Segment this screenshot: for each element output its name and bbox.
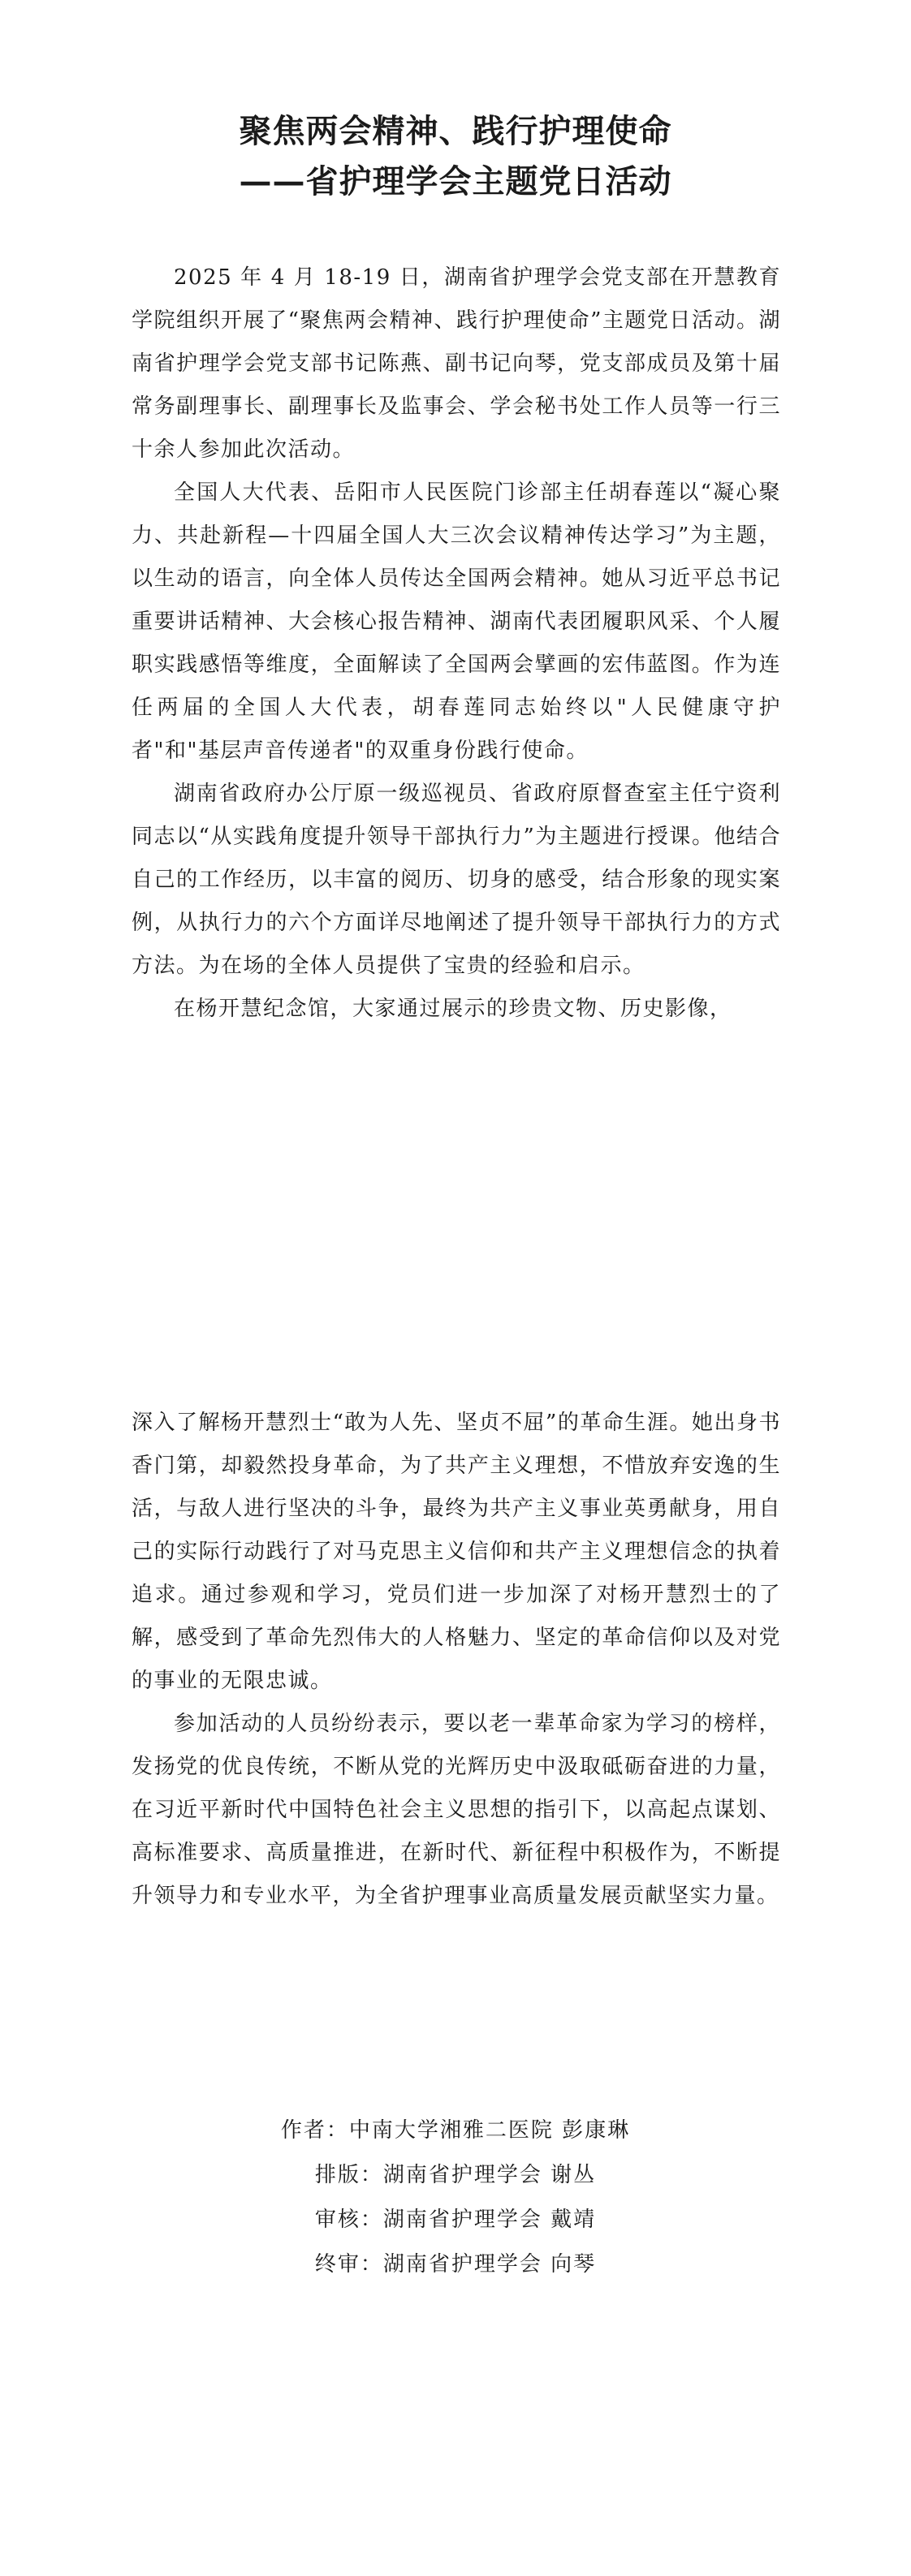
paragraph-event-intro: 2025 年 4 月 18-19 日，湖南省护理学会党支部在开慧教育学院组织开展了“聚焦两会精神、践行护理使命”主题党日活动。湖南省护理学会党支部书记陈燕、副书记向琴，党支部成员及第十届常务副理事长、副理事长及监事会、学会秘书处工作人员等一行三十余人参加此次活动。 [132,265,781,462]
credit-author: 作者：中南大学湘雅二医院 彭康琳 [280,2118,631,2143]
paragraph-conclusion: 参加活动的人员纷纷表示，要以老一辈革命家为学习的榜样，发扬党的优良传统，不断从党的光辉历史中汲取砥砺奋进的力量，在习近平新时代中国特色社会主义思想的指引下，以高起点谋划、高标准要求、高质量推进，在新时代、新征程中积极作为，不断提升领导力和专业水平，为全省护理事业高质量发展贡献坚实力量。 [132,1712,781,1908]
article-body-top [132,256,781,1031]
article-body-bottom [132,1402,781,1918]
paragraph-memorial-continued: 深入了解杨开慧烈士“敢为人先、坚贞不屈”的革命生涯。她出身书香门第，却毅然投身革命，为了共产主义理想，不惜放弃安逸的生活，与敌人进行坚决的斗争，最终为共产主义事业英勇献身，用自己的实际行动践行了对马克思主义信仰和共产主义理想信念的执着追求。通过参观和学习，党员们进一步加深了对杨开慧烈士的了解，感受到了革命先烈伟大的人格魅力、坚定的革命信仰以及对党的事业的无限忠诚。 [132,1411,781,1693]
credit-layout: 排版：湖南省护理学会 谢丛 [314,2163,597,2187]
paragraph-lecture: 湖南省政府办公厅原一级巡视员、省政府原督查室主任宁资利同志以“从实践角度提升领导干部执行力”为主题进行授课。他结合自己的工作经历，以丰富的阅历、切身的感受，结合形象的现实案例，从执行力的六个方面详尽地阐述了提升领导干部执行力的方式方法。为在场的全体人员提供了宝贵的经验和启示。 [132,782,781,978]
article-title-line2: ——省护理学会主题党日活动 [239,162,672,200]
paragraph-memorial-start: 在杨开慧纪念馆，大家通过展示的珍贵文物、历史影像， [174,997,732,1021]
article-title-line1: 聚焦两会精神、践行护理使命 [239,112,672,150]
article-credits [0,2109,911,2287]
paragraph-two-sessions: 全国人大代表、岳阳市人民医院门诊部主任胡春莲以“凝心聚力、共赴新程—十四届全国人大三次会议精神传达学习”为主题，以生动的语言，向全体人员传达全国两会精神。她从习近平总书记重要讲话精神、大会核心报告精神、湖南代表团履职风采、个人履职实践感悟等维度，全面解读了全国两会擘画的宏伟蓝图。作为连任两届的全国人大代表，胡春莲同志始终以"人民健康守护者"和"基层声音传递者"的双重身份践行使命。 [132,480,781,763]
credit-review: 审核：湖南省护理学会 戴靖 [314,2208,597,2232]
credit-final-review: 终审：湖南省护理学会 向琴 [314,2252,597,2277]
